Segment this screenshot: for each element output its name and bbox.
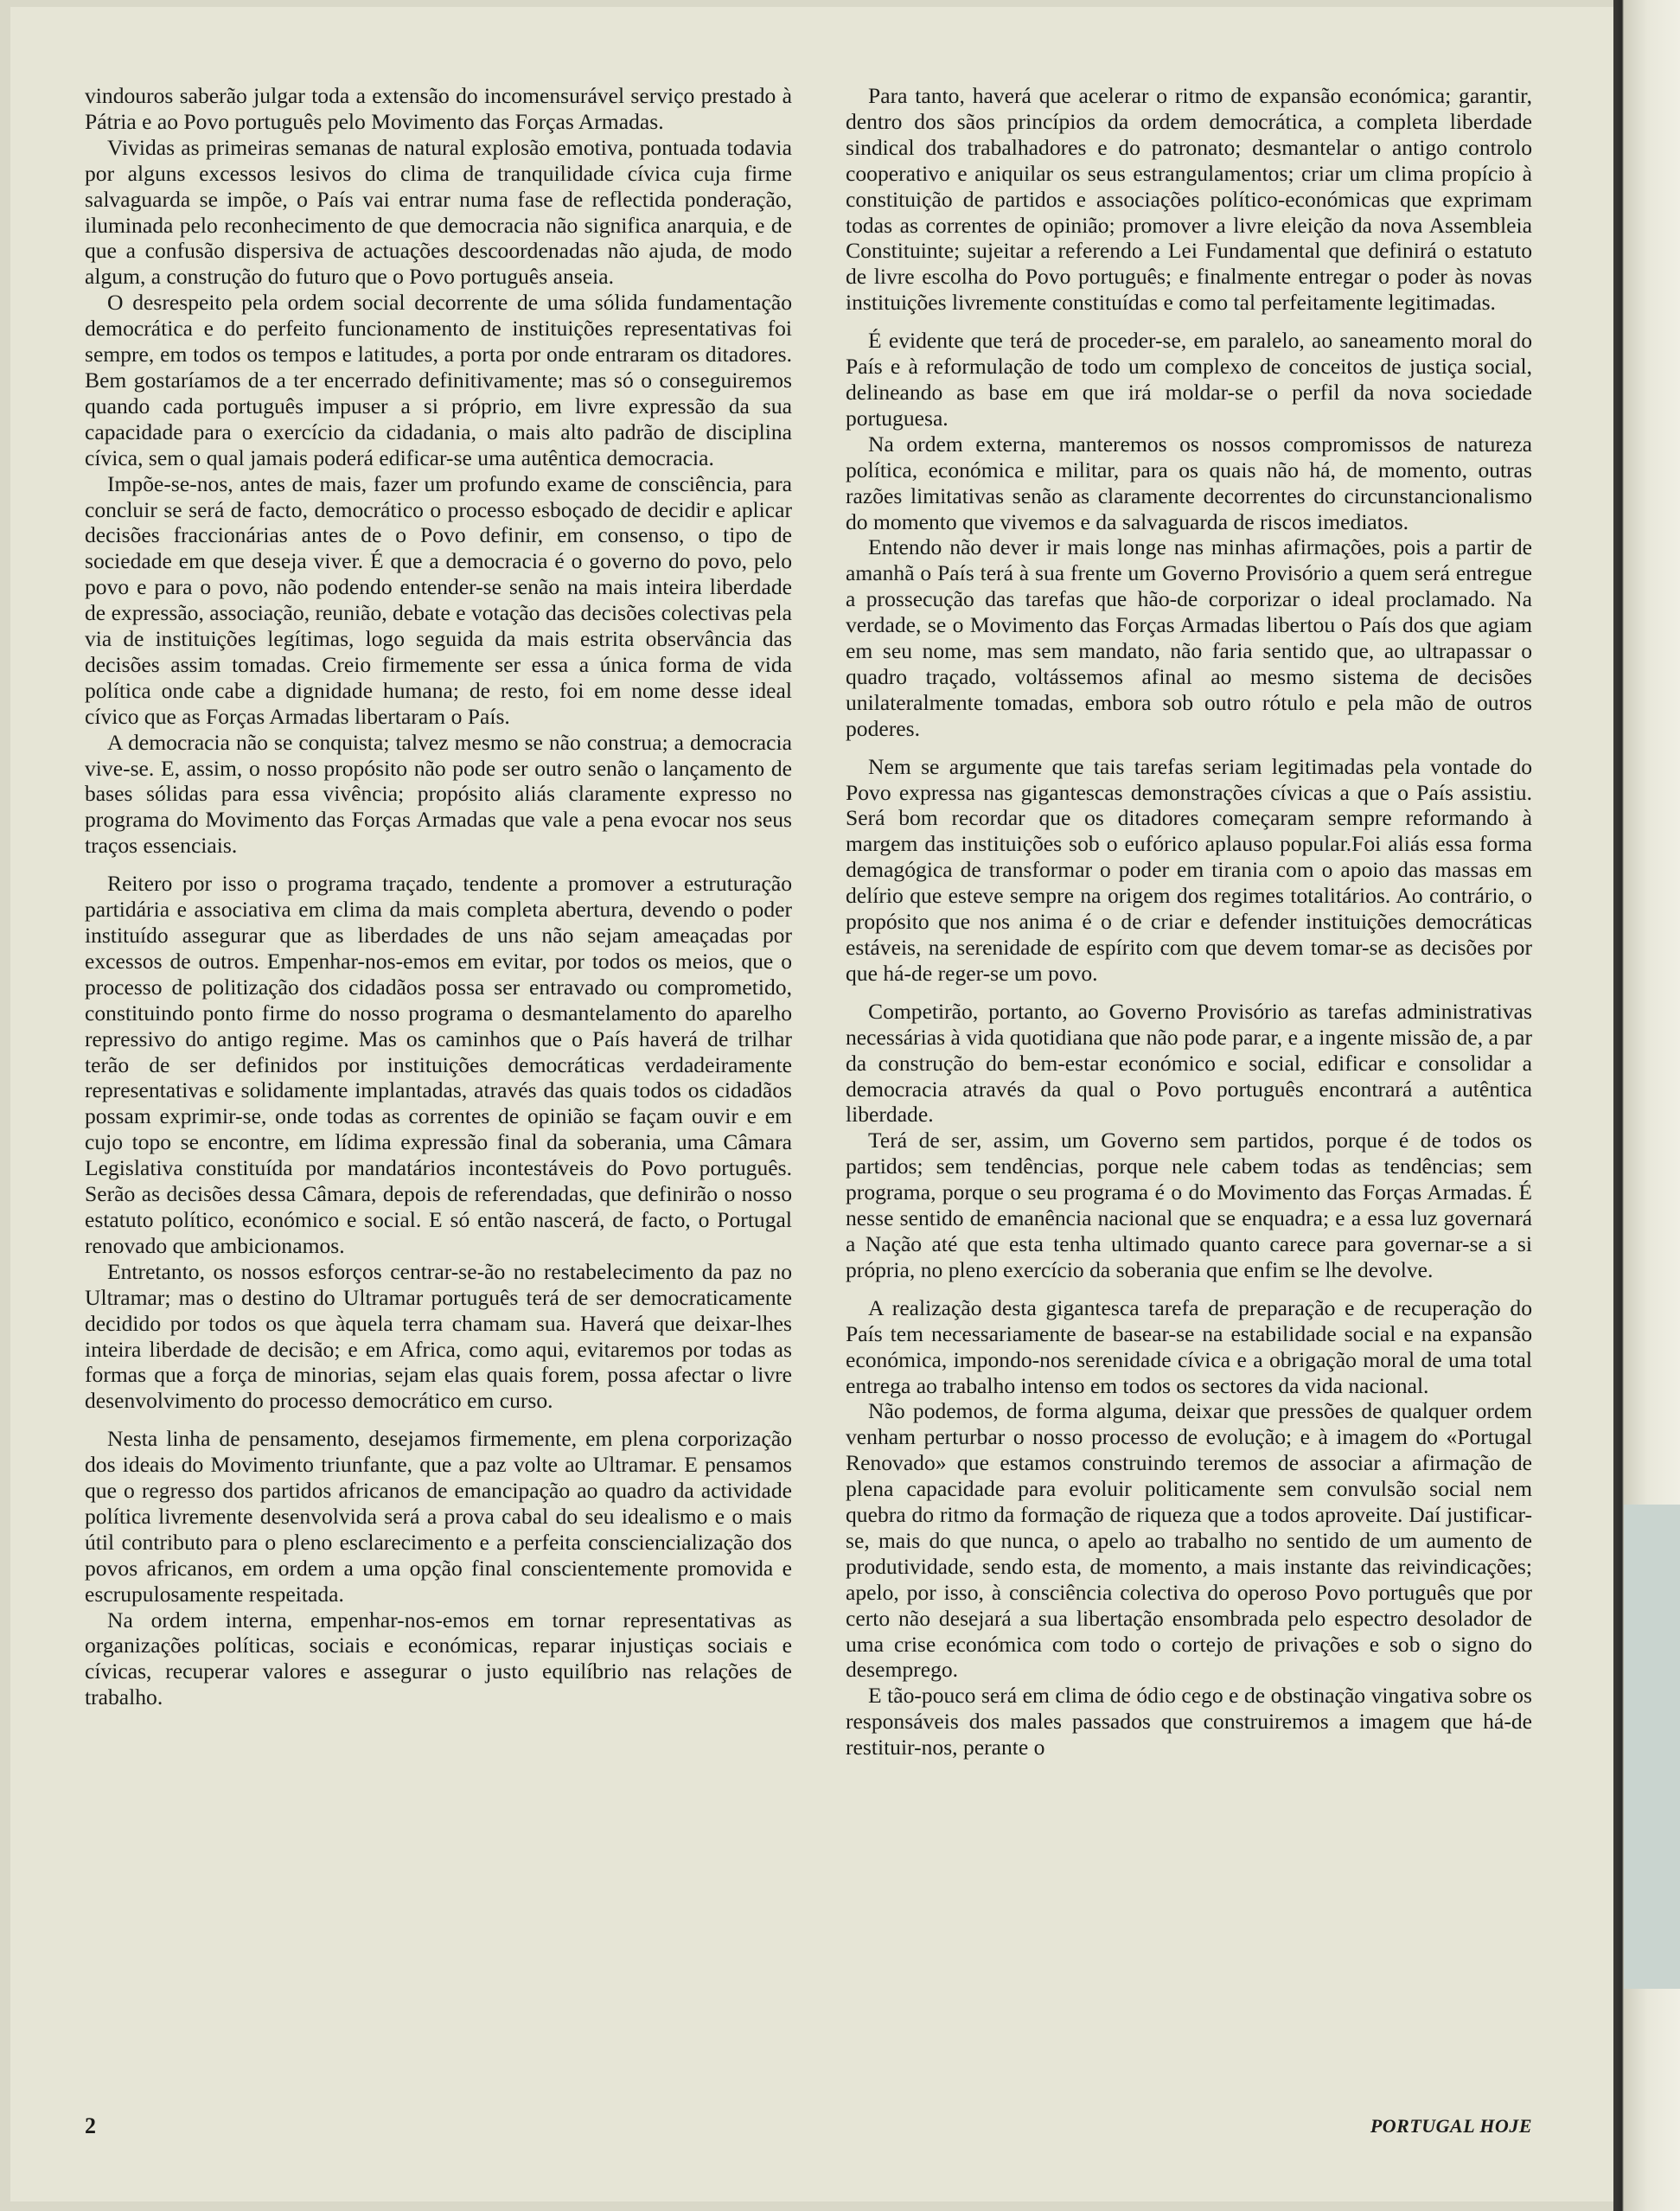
paragraph: Entendo não dever ir mais longe nas minhas afirmações, pois a partir de amanhã o País terá à sua frente um Governo Provisório a quem será entregue a prossecução das tarefas que hão-de corporizar o ideal proclamado. Na verdade, se o Movimento das Forças Armadas libertou o País dos que agiam em seu nome, mas sem mandato, não faria sentido que, ao ultrapassar o quadro traçado, voltássemos afinal ao mesmo sistema de decisões unilateralmente tomadas, embora sob outro rótulo e pela mão de outros poderes. (846, 534, 1532, 741)
paragraph: A realização desta gigantesca tarefa de preparação e de recuperação do País tem necessariamente de basear-se na estabilidade social e na expansão económica, impondo-nos serenidade cívica e a obrigação moral de uma total entrega ao trabalho intenso em todos os sectores da vida nacional. (846, 1294, 1532, 1398)
adjacent-page-color-band (1624, 1505, 1680, 1989)
left-text-column (85, 83, 792, 1710)
paragraph: vindouros saberão julgar toda a extensão do incomensurável serviço prestado à Pátria e ao Povo português pelo Movimento das Forças Armadas. (85, 83, 792, 134)
paragraph: Entretanto, os nossos esforços centrar-se-ão no restabelecimento da paz no Ultramar; mas o destino do Ultramar português terá de ser democraticamente decidido por todos os que àquela terra chamam sua. Haverá que deixar-lhes inteira liberdade de decisão; e em Africa, como aqui, evitaremos por todas as formas que a força de minorias, sejam elas quais forem, possa afectar o livre desenvolvimento do processo democrático em curso. (85, 1258, 792, 1414)
paragraph: Na ordem interna, empenhar-nos-emos em tornar representativas as organizações políticas, sociais e económicas, reparar injustiças sociais e cívicas, recuperar valores e assegurar o justo equilíbrio nas relações de trabalho. (85, 1607, 792, 1710)
paragraph: Reitero por isso o programa traçado, tendente a promover a estruturação partidária e associativa em clima da mais completa abertura, devendo o poder instituído assegurar que as liberdades de uns não sejam ameaçadas por excessos de outros. Empenhar-nos-emos em evitar, por todos os meios, que o processo de politização dos cidadãos possa ser entravado ou comprometido, constituindo ponto firme do nosso programa o desmantelamento do aparelho repressivo do antigo regime. Mas os caminhos que o País haverá de trilhar terão de ser definidos por instituições democráticas verdadeiramente representativas e solidamente implantadas, através das quais todos os cidadãos possam exprimir-se, onde todas as correntes de opinião se façam ouvir e em cujo topo se encontre, em lídima expressão final da soberania, uma Câmara Legislativa constituída por mandatários incontestáveis do Povo português. Serão as decisões dessa Câmara, depois de referendadas, que definirão o nosso estatuto político, económico e social. E só então nascerá, de facto, o Portugal renovado que ambicionamos. (85, 871, 792, 1258)
paragraph: Não podemos, de forma alguma, deixar que pressões de qualquer ordem venham perturbar o nosso processo de evolução; e à imagem do «Portugal Renovado» que estamos construindo teremos de associar a afirmação de plena capacidade para evoluir politicamente sem convulsão social nem quebra do ritmo da formação de riqueza que a todos aproveite. Daí justificar-se, mais do que nunca, o apelo ao trabalho no sentido de um aumento de produtividade, sendo esta, de momento, a mais instante das reivindicações; apelo, por isso, à consciência colectiva do operoso Povo português que por certo não desejará a sua libertação ensombrada pelo espectro desolador de uma crise económica com todo o cortejo de privações e sob o signo do desemprego. (846, 1398, 1532, 1683)
paragraph: Vividas as primeiras semanas de natural explosão emotiva, pontuada todavia por alguns excessos lesivos do clima de tranquilidade cívica cuja firme salvaguarda se impõe, o País vai entrar numa fase de reflectida ponderação, iluminada pelo reconhecimento de que democracia não significa anarquia, e de que a confusão dispersiva de actuações descoordenadas não ajuda, de modo algum, a construção do futuro que o Povo português anseia. (85, 134, 792, 290)
paragraph: A democracia não se conquista; talvez mesmo se não construa; a democracia vive-se. E, assim, o nosso propósito não pode ser outro senão o lançamento de bases sólidas para essa vivência; propósito aliás claramente expresso no programa do Movimento das Forças Armadas que vale a pena evocar nos seus traços essenciais. (85, 729, 792, 859)
paragraph: É evidente que terá de proceder-se, em paralelo, ao saneamento moral do País e à reformulação de todo um complexo de conceitos de justiça social, delineando as base em que irá moldar-se o perfil da nova sociedade portuguesa. (846, 328, 1532, 431)
paragraph: Na ordem externa, manteremos os nossos compromissos de natureza política, económica e militar, para os quais não há, de momento, outras razões limitativas senão as claramente decorrentes do circunstancionalismo do momento que vivemos e da salvaguarda de riscos imediatos. (846, 431, 1532, 534)
paragraph: Impõe-se-nos, antes de mais, fazer um profundo exame de consciência, para concluir se será de facto, democrático o processo esboçado de decidir e aplicar decisões fraccionárias antes de o Povo definir, em consenso, o tipo de sociedade em que deseja viver. É que a democracia é o governo do povo, pelo povo e para o povo, não podendo entender-se senão na mais inteira liberdade de expressão, associação, reunião, debate e votação das decisões colectivas pela via de instituições legítimas, logo seguida da mais estrita observância das decisões assim tomadas. Creio firmemente ser essa a única forma de vida política onde cabe a dignidade humana; de resto, foi em nome desse ideal cívico que as Forças Armadas libertaram o País. (85, 470, 792, 729)
paragraph: Nesta linha de pensamento, desejamos firmemente, em plena corporização dos ideais do Movimento triunfante, que a paz volte ao Ultramar. E pensamos que o regresso dos partidos africanos de emancipação ao quadro da actividade política livremente desenvolvida será a prova cabal do seu idealismo e o mais útil contributo para o pleno esclarecimento e a perfeita consciencialização dos povos africanos, em ordem a uma opção final conscientemente promovida e escrupulosamente respeitada. (85, 1426, 792, 1607)
publication-masthead: PORTUGAL HOJE (1370, 2115, 1532, 2137)
paragraph: O desrespeito pela ordem social decorrente de uma sólida fundamentação democrática e do perfeito funcionamento de instituições representativas foi sempre, em todos os tempos e latitudes, a porta por onde entraram os ditadores. Bem gostaríamos de a ter encerrado definitivamente; mas só o conseguiremos quando cada português impuser a si próprio, em livre expressão da sua capacidade para o exercício da cidadania, o mais alto padrão de disciplina cívica, sem o qual jamais poderá edificar-se uma autêntica democracia. (85, 290, 792, 470)
paragraph: Nem se argumente que tais tarefas seriam legitimadas pela vontade do Povo expressa nas gigantescas demonstrações cívicas a que o País assistiu. Será bom recordar que os ditadores começaram sempre reformando à margem das instituições sob o eufórico aplauso popular.Foi aliás essa forma demagógica de transformar o poder em tirania com o apoio das massas em delírio que esteve sempre na origem dos regimes totalitários. Ao contrário, o propósito que nos anima é o de criar e defender instituições democráticas estáveis, na serenidade de espírito com que devem tomar-se as decisões por que há-de reger-se um povo. (846, 753, 1532, 986)
paragraph: Competirão, portanto, ao Governo Provisório as tarefas administrativas necessárias à vida quotidiana que não pode parar, e a ingente missão de, a par da construção do bem-estar económico e social, edificar e consolidar a democracia através da qual o Povo português encontrará a autêntica liberdade. (846, 998, 1532, 1128)
adjacent-page-edge (1613, 0, 1680, 2211)
paragraph: Terá de ser, assim, um Governo sem partidos, porque é de todos os partidos; sem tendências, porque nele cabem todas as tendências; sem programa, porque o seu programa é o do Movimento das Forças Armadas. É nesse sentido de emanência nacional que se enquadra; e a essa luz governará a Nação até que esta tenha ultimado quanto carece para governar-se a si própria, no pleno exercício da soberania que enfim se lhe devolve. (846, 1128, 1532, 1282)
page-number: 2 (85, 2113, 96, 2138)
right-text-column (846, 83, 1532, 1760)
paragraph: Para tanto, haverá que acelerar o ritmo de expansão económica; garantir, dentro dos sãos princípios da ordem democrática, a completa liberdade sindical dos trabalhadores e do patronato; desmantelar o antigo controlo cooperativo e aniquilar os seus estrangulamentos; criar um clima propício à constituição de partidos e associações político-económicas que exprimam todas as correntes de opinião; promover a livre eleição da nova Assembleia Constituinte; sujeitar a referendo a Lei Fundamental que definirá o estatuto de livre escolha do Povo português; e finalmente entregar o poder às novas instituições livremente constituídas e como tal perfeitamente legitimadas. (846, 83, 1532, 316)
paragraph: E tão-pouco será em clima de ódio cego e de obstinação vingativa sobre os responsáveis dos males passados que construiremos a imagem que há-de restituir-nos, perante o (846, 1683, 1532, 1760)
newspaper-page (10, 7, 1613, 2201)
